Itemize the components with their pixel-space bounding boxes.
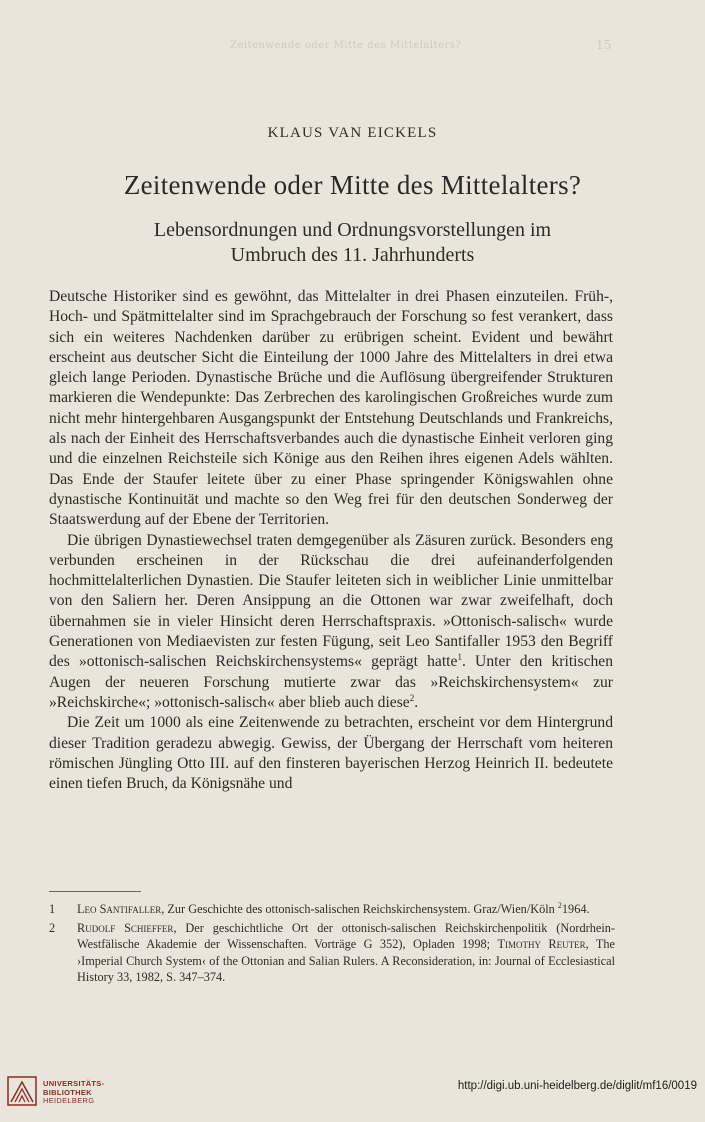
library-name-line-1: UNIVERSITÄTS- [43,1079,105,1088]
footnotes [49,901,615,988]
footnote-edition: 2 [557,900,562,910]
footnote-text [77,901,615,918]
footnote-text [77,920,615,986]
footnote-number: 2 [49,920,56,935]
paragraph-2-part-c: . [414,693,419,711]
library-name-line-2: BIBLIOTHEK [43,1087,92,1097]
footnote-separator [49,891,141,892]
permalink-url[interactable]: http://digi.ub.uni-heidelberg.de/diglit/mf16/0019 [457,1080,697,1092]
footnote-citation-a: , Zur Geschichte des ottonisch-salischen Reichskirchensystem. Graz/Wien/Köln [161,902,558,916]
footnote-author: Rudolf Schieffer [77,920,174,935]
footnote-2 [49,920,615,986]
footnote-author-2: Timothy Reuter [497,937,586,951]
article-title: Zeitenwende oder Mitte des Mittelalters? [123,170,582,200]
heidelberg-library-logo-icon [7,1076,37,1106]
article-author: KLAUS VAN EICKELS [267,125,438,141]
footnote-author: Leo Santifaller [77,902,162,916]
show-through-page-number: 15 [596,38,612,52]
library-name[interactable] [43,1080,104,1106]
footnote-citation-b: 1964. [561,902,590,916]
subtitle-line-2: Umbruch des 11. Jahrhunderts [230,244,475,266]
article-subtitle [60,218,645,268]
paragraph-3: Die Zeit um 1000 als eine Zeitenwende zu betrachten, erscheint vor dem Hintergrund dieser Tradition geradezu abwegig. Gewiss, der Übergang der Herrschaft vom heiteren römischen Jüngling Otto III. auf den finsteren bayerischen Herzog Heinrich II. bedeutete einen tiefen Bruch, da Königsnähe und [49,714,613,793]
paragraph-2-part-a: Die übrigen Dynastiewechsel traten demgegenüber als Zäsuren zurück. Besonders eng verbunden erscheinen in der Rückschau die drei aufeinanderfolgenden hochmittelalterlichen Dynastien. Die Staufer leiteten sich in weiblicher Linie unmittelbar von den Saliern her. Deren Ansippung an die Ottonen war zwar zweifelhaft, doch übernahmen sie in vieler Hinsicht deren Herrschaftspraxis. »Ottonisch-salisch« wurde Generationen von Mediaevisten zur festen Fügung, seit Leo Santifaller 1953 den Begriff des »ottonisch-salischen Reichskirchensystems« geprägt hatte [49,531,613,671]
library-name-line-3: HEIDELBERG [43,1096,95,1105]
footnote-citation-a: , Der geschichtliche Ort der ottonisch-salischen Reichskirchenpolitik (Nordrhein-Westfälische Akademie der Wissenschaften. Vorträge G 352), Opladen 1998; [77,920,615,951]
body-text [49,287,613,794]
subtitle-line-1: Lebensordnungen und Ordnungsvorstellungen im [153,219,552,241]
paragraph-2 [49,531,613,714]
footnote-ref-2[interactable]: 2 [409,692,415,703]
footnote-1 [49,901,615,918]
show-through-running-head: Zeitenwende oder Mitte des Mittelalters? [230,40,462,51]
footnote-citation-b: , The ›Imperial Church System‹ of the Ottonian and Salian Rulers. A Reconsideration, in: Journal of Ecclesiastical History 33, 1982, S. 347–374. [77,937,616,984]
footnote-number: 1 [49,902,56,916]
paragraph-2-part-b: . Unter den kritischen Augen der neueren Forschung mutierte zwar das »Reichskirchensystem« zur »Reichskirche«; »ottonisch-salisch« aber blieb auch diese [49,653,614,711]
digitization-footer [0,1072,705,1122]
paragraph-1: Deutsche Historiker sind es gewöhnt, das Mittelalter in drei Phasen einzuteilen. Früh-, Hoch- und Spätmittelalter sind im Sprachgebrauch der Forschung so fest verankert, dass sich ein weiteres Nachdenken darüber zu erübrigen scheint. Evident und bewährt erscheint aus deutscher Sicht die Einteilung der 1000 Jahre des Mittelalters in drei etwa gleich lange Perioden. Dynastische Brüche und die Auflösung übergreifender Strukturen markieren die Wendepunkte: Das Zerbrechen des karolingischen Großreiches wurde zum nicht mehr hintergehbaren Ausgangspunkt der Entstehung Deutschlands und Frankreichs, als nach der Einheit des Herrschaftsverbandes auch die dynastische Einheit verloren ging und die einzelnen Reichsteile sich Könige aus den Reihen ihres eigenen Adels wählten. Das Ende der Staufer leitete über zu einer Phase springender Königswahlen ohne dynastische Kontinuität und machte so den Weg frei für den deutschen Sonderweg der Staatswerdung auf der Ebene der Territorien. [49,288,613,529]
footnote-ref-1[interactable]: 1 [457,652,462,663]
